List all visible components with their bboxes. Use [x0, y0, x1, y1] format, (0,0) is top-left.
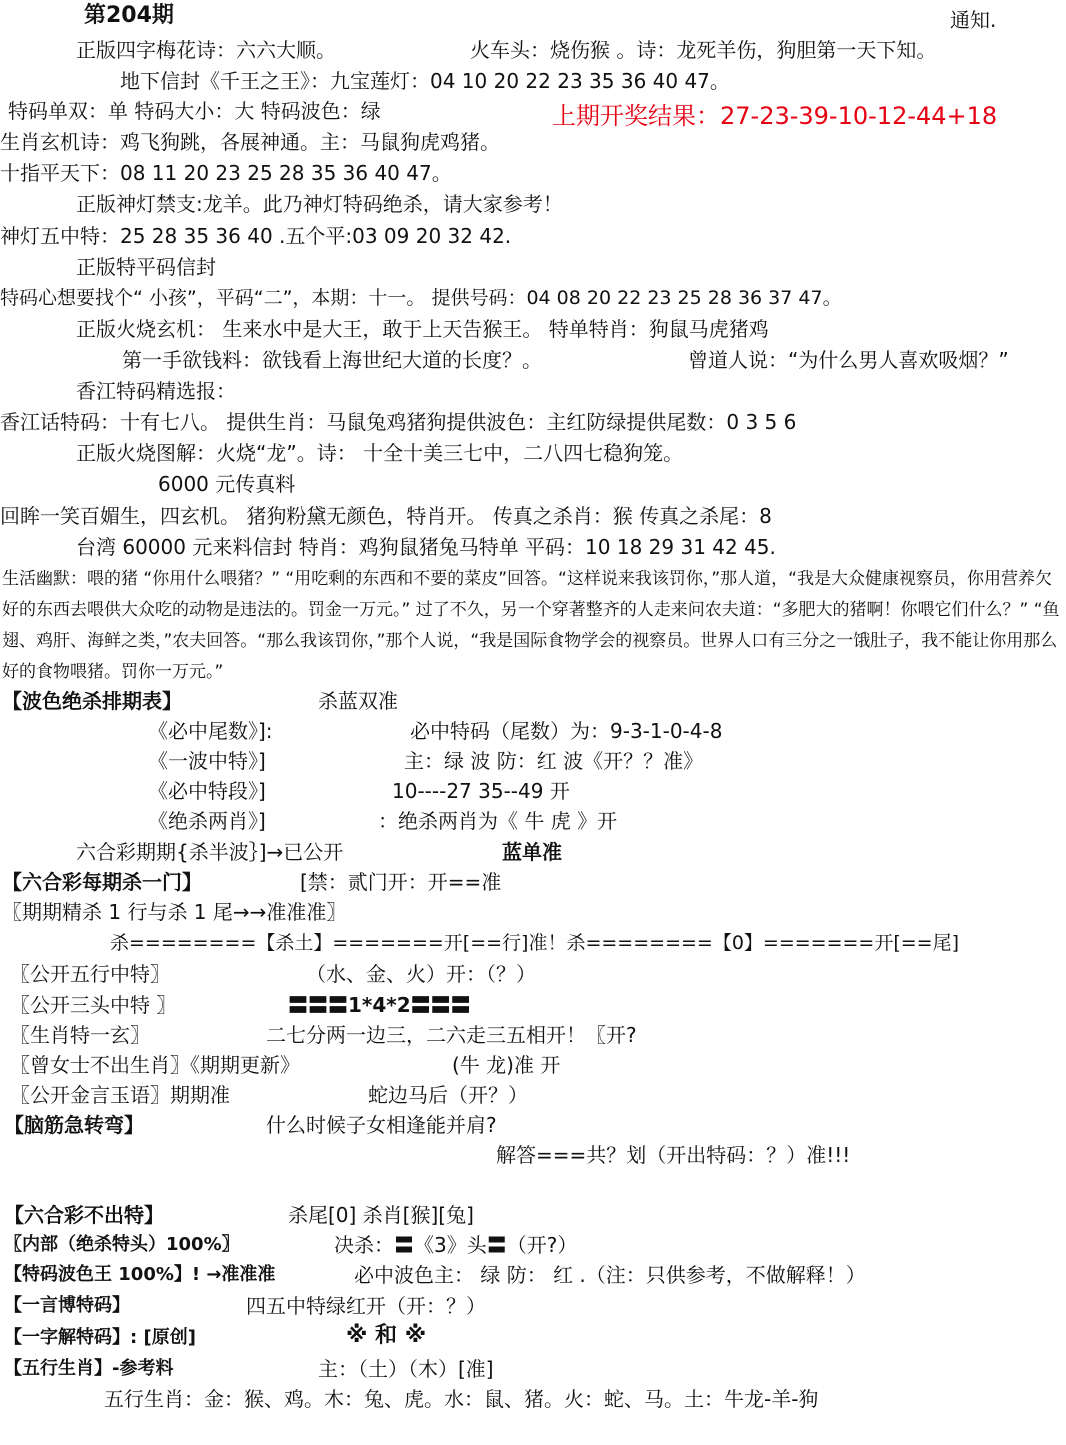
text-line: 解答===共？划（开出特码：？）准!!!	[496, 1143, 851, 1167]
text-line: 〖公开金言玉语〗期期准	[10, 1083, 230, 1107]
text-line: 6000 元传真料	[158, 472, 296, 496]
text-line: 正版特平码信封	[76, 255, 216, 279]
text-line: 【特码波色王 100%】! →准准准	[4, 1264, 276, 1285]
text-line: (牛 龙)准 开	[452, 1053, 561, 1077]
text-line: 〖公开五行中特〗	[10, 962, 170, 986]
text-line: 回眸一笑百媚生，四玄机。 猪狗粉黛无颜色，特肖开。 传真之杀肖：猴 传真之杀尾：8	[0, 504, 772, 528]
section-heading: 【六合彩每期杀一门】	[2, 870, 202, 894]
section-heading: 【六合彩不出特】	[4, 1203, 164, 1227]
humor-story: 生活幽默：喂的猪 “你用什么喂猪？” “用吃剩的东西和不要的菜皮”回答。“这样说来我该罚你，”那人道，“我是大众健康视察员，你用营养欠好的东西去喂供大众吃的动物是违法的。罚金一万元。” 过了不久，另一个穿著整齐的人走来问农夫道：“多肥大的猪啊！你喂它们什么？” “鱼翅、鸡肝、海鲜之类，”农夫回答。“那么我该罚你，”那个人说，“我是国际食物学会的视察员。世界人口有三分之一饿肚子，我不能让你用那么好的食物喂猪。罚你一万元。”	[2, 569, 1060, 682]
text-line: ：绝杀两肖为《 牛 虎 》开	[378, 809, 618, 833]
text-line: 香江特码精选报：	[76, 379, 236, 403]
text-line: 主：绿 波 防：红 波《开？？准》	[404, 749, 704, 773]
text-line: 四五中特绿红开（开：？）	[246, 1294, 486, 1318]
text-line: 必中特码（尾数）为：9-3-1-0-4-8	[410, 719, 723, 743]
text-line: 杀蓝双准	[318, 689, 398, 713]
text-line: 〖公开三头中特 〗	[10, 993, 177, 1017]
text-line: 台湾 60000 元来料信封 特肖：鸡狗鼠猪兔马特单 平码：10 18 29 31 42 45.	[76, 535, 776, 559]
section-heading: 【一字解特码】: [原创]	[4, 1327, 196, 1348]
text-line: 正版四字梅花诗：六六大顺。	[76, 38, 336, 62]
text-line: 二七分两一边三，二六走三五相开！〖开?	[266, 1023, 637, 1047]
text-line: 香江话特码：十有七八。 提供生肖：马鼠兔鸡猪狗提供波色：主红防绿提供尾数：0 3 5 6	[0, 410, 797, 434]
text-line: 〓〓〓1*4*2〓〓〓	[288, 993, 471, 1017]
text-line: [禁：贰门开：开==准	[300, 870, 502, 894]
text-line: 必中波色主： 绿 防： 红 .（注：只供参考，不做解释！）	[354, 1263, 866, 1287]
text-line: 《必中特段》]	[148, 779, 266, 803]
text-line: 特码单双：单 特码大小：大 特码波色：绿	[8, 99, 381, 123]
section-heading: 【一言博特码】	[4, 1295, 130, 1316]
text-line: 生肖玄机诗：鸡飞狗跳，各展神通。主：马鼠狗虎鸡猪。	[0, 130, 500, 154]
text-line: 正版火烧玄机： 生来水中是大王，敢于上天告猴王。 特单特肖：狗鼠马虎猪鸡	[76, 317, 769, 341]
text-line: 五行生肖：金：猴、鸡。木：兔、虎。水：鼠、猪。火：蛇、马。土：牛龙-羊-狗	[104, 1387, 819, 1411]
text-line: 曾道人说：“为什么男人喜欢吸烟？”	[688, 348, 1009, 372]
issue-title: 第204期	[84, 3, 174, 28]
text-line: 主：（土）（木）[准]	[318, 1357, 494, 1381]
section-heading: 【五行生肖】-参考料	[4, 1358, 174, 1379]
text-line: 地下信封《千王之王》：九宝莲灯：04 10 20 22 23 35 36 40 47。	[120, 69, 730, 93]
text-line: 正版神灯禁支:龙羊。此乃神灯特码绝杀，请大家参考！	[76, 192, 563, 216]
text-line: 火车头：烧伤猴 。诗：龙死羊伤，狗胆第一天下知。	[470, 38, 937, 62]
text-line: 决杀：〓《3》头〓（开?）	[334, 1233, 578, 1257]
last-result: 上期开奖结果：27-23-39-10-12-44+18	[552, 102, 998, 130]
text-line: 第一手欲钱料：欲钱看上海世纪大道的长度？。	[122, 348, 542, 372]
section-heading: 【脑筋急转弯】	[4, 1113, 144, 1137]
text-line: 〖内部（绝杀特头）100%〗	[4, 1234, 240, 1255]
text-line: 特码心想要找个“ 小孩”，平码“二”，本期：十一。 提供号码：04 08 20 22 23 25 28 36 37 47。	[0, 287, 842, 309]
text-line: 六合彩期期{杀半波｝]→已公开	[76, 840, 344, 864]
text-line: 杀尾[0] 杀肖[猴][兔]	[288, 1203, 474, 1227]
text-line: 蓝单准	[502, 840, 562, 864]
text-line: 《绝杀两肖》]	[148, 809, 266, 833]
notice-text: 通知.	[950, 8, 997, 32]
text-line: 〖生肖特一玄〗	[10, 1023, 150, 1047]
text-line: 〖期期精杀 1 行与杀 1 尾→→准准准〗	[2, 900, 347, 924]
text-line: 《一波中特》]	[148, 749, 266, 773]
text-line: 杀========【杀土】=======开[==行]准！杀========【0】=======开[==尾]	[110, 932, 960, 954]
text-line: 〖曾女士不出生肖〗《期期更新》	[10, 1053, 300, 1077]
text-line: 正版火烧图解：火烧“龙”。诗： 十全十美三七中，二八四七稳狗笼。	[76, 441, 684, 465]
text-line: 十指平天下：08 11 20 23 25 28 35 36 40 47。	[0, 161, 452, 185]
text-line: 神灯五中特：25 28 35 36 40 .五个平:03 09 20 32 42.	[0, 224, 512, 248]
text-line: 10----27 35--49 开	[392, 779, 570, 803]
text-line: ※ 和 ※	[346, 1323, 427, 1348]
text-line: 蛇边马后（开？）	[368, 1083, 528, 1107]
text-line: 《必中尾数》]:	[148, 719, 273, 743]
text-line: 什么时候子女相逢能并肩?	[266, 1113, 497, 1137]
text-line: （水、金、火）开：（？）	[306, 962, 536, 986]
section-heading: 【波色绝杀排期表】	[2, 689, 182, 713]
